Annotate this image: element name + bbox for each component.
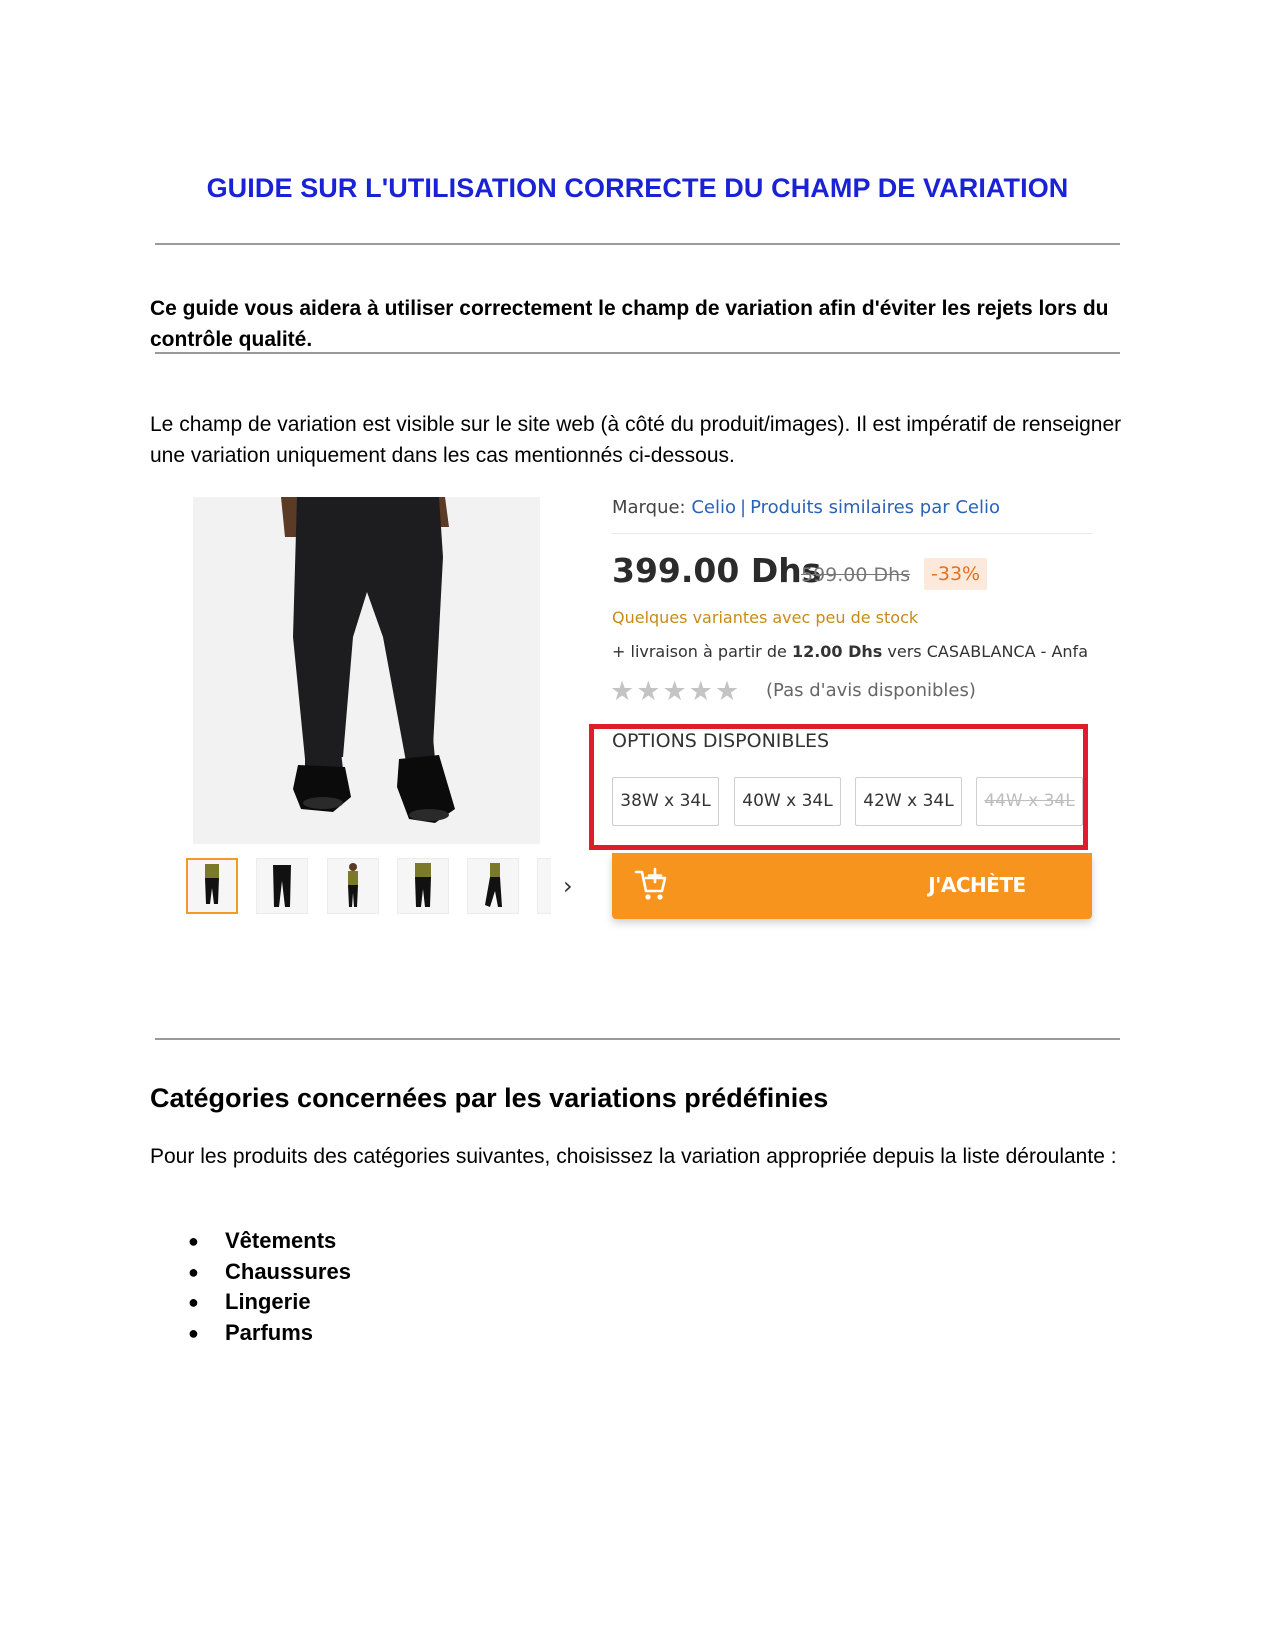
stock-note: Quelques variantes avec peu de stock	[612, 608, 919, 627]
list-item	[150, 1318, 351, 1349]
rating-stars	[610, 676, 741, 706]
category-list	[150, 1226, 351, 1348]
old-price: 599.00 Dhs	[801, 564, 911, 586]
category-label: Chaussures	[225, 1258, 351, 1284]
delivery-info	[612, 642, 1088, 661]
separator: |	[740, 497, 747, 518]
star-icon: ★	[714, 676, 740, 706]
thumbnail[interactable]	[327, 858, 379, 914]
category-label: Lingerie	[225, 1289, 311, 1314]
thumbnail[interactable]	[467, 858, 519, 914]
options-label: OPTIONS DISPONIBLES	[612, 730, 830, 752]
divider	[155, 1038, 1120, 1040]
bullet-icon: ●	[188, 1292, 199, 1312]
divider	[155, 352, 1120, 354]
highlight-box	[589, 724, 1088, 850]
price: 399.00 Dhs	[612, 551, 822, 590]
bullet-icon: ●	[188, 1231, 199, 1251]
delivery-amount: 12.00 Dhs	[791, 642, 883, 661]
star-icon: ★	[662, 676, 687, 706]
similar-products-link[interactable]: Produits similaires par Celio	[750, 497, 1001, 518]
thumbnail[interactable]	[397, 858, 449, 914]
divider	[155, 243, 1120, 245]
thumbnail[interactable]	[186, 858, 238, 914]
thumbnail[interactable]	[256, 858, 308, 914]
option-40w-34l[interactable]: 40W x 34L	[734, 777, 841, 826]
divider	[612, 533, 1092, 534]
star-icon: ★	[610, 676, 635, 706]
brand-label: Marque:	[612, 497, 686, 518]
product-image-trousers	[193, 497, 540, 844]
buy-button-label: J'ACHÈTE	[928, 873, 1026, 897]
discount-badge: -33%	[924, 558, 987, 590]
option-38w-34l[interactable]: 38W x 34L	[612, 777, 719, 826]
category-label: Vêtements	[225, 1228, 337, 1253]
bullet-icon: ●	[188, 1261, 199, 1282]
thumbnail[interactable]	[537, 858, 551, 914]
option-42w-34l[interactable]: 42W x 34L	[855, 777, 962, 826]
brand-link[interactable]: Celio	[691, 497, 737, 518]
chevron-right-icon[interactable]: ›	[563, 872, 573, 900]
category-label: Parfums	[225, 1319, 314, 1345]
delivery-suffix: vers CASABLANCA - Anfa	[887, 642, 1088, 661]
no-reviews-text: (Pas d'avis disponibles)	[766, 680, 976, 701]
document-title: GUIDE SUR L'UTILISATION CORRECTE DU CHAMP DE VARIATION	[206, 173, 1069, 203]
bullet-icon: ●	[188, 1322, 199, 1343]
section-paragraph: Pour les produits des catégories suivantes, choisissez la variation appropriée depuis la liste déroulante :	[150, 1145, 1117, 1168]
star-icon: ★	[636, 676, 661, 706]
intro-text: Ce guide vous aidera à utiliser correctement le champ de variation afin d'éviter les rejets lors du contrôle qualité.	[150, 297, 1109, 351]
list-item	[150, 1226, 351, 1257]
list-item	[150, 1287, 351, 1318]
section-heading: Catégories concernées par les variations prédéfinies	[150, 1083, 829, 1113]
option-44w-34l: 44W x 34L	[976, 777, 1083, 826]
buy-button[interactable]	[612, 853, 1092, 919]
delivery-prefix: + livraison à partir de	[612, 642, 787, 661]
description-paragraph: Le champ de variation est visible sur le site web (à côté du produit/images). Il est impératif de renseigner une variation uniquement dans les cas mentionnés ci-dessous.	[150, 413, 1122, 467]
list-item	[150, 1257, 351, 1288]
star-icon: ★	[688, 676, 713, 706]
brand-line	[612, 497, 1000, 518]
